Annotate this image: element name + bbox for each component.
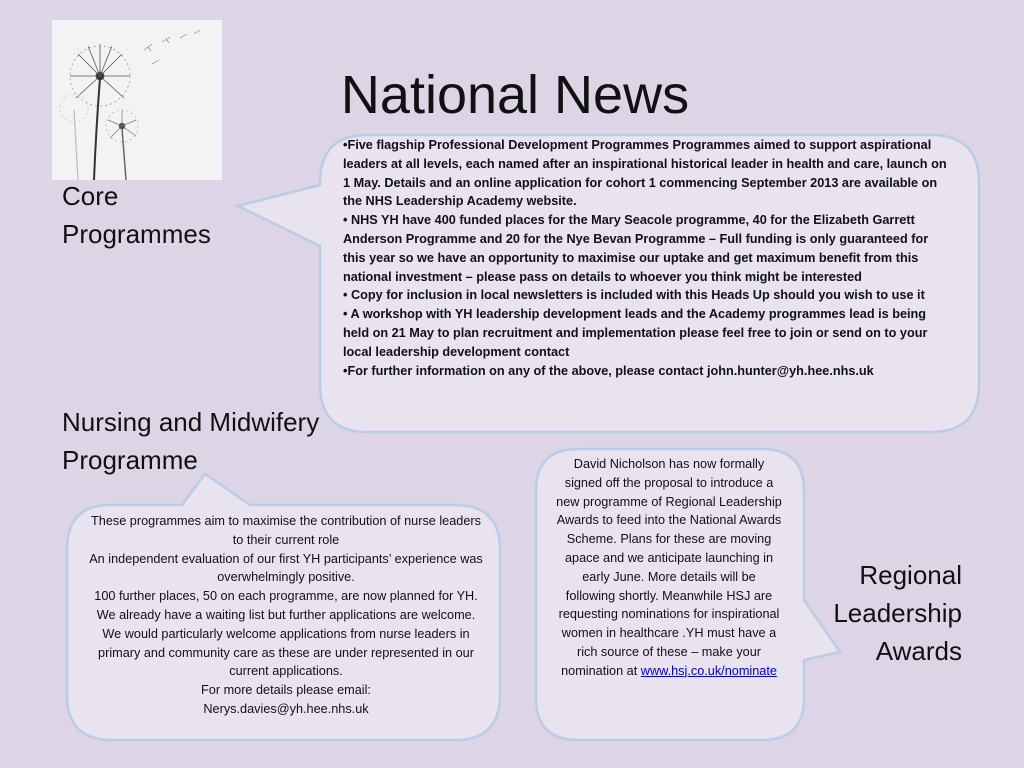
regional-leadership-label: Regional Leadership Awards xyxy=(833,560,962,666)
nursing-paragraph: We would particularly welcome applications from nurse leaders in primary and community care as these are under represented in our current applications. xyxy=(98,626,474,679)
core-programmes-label: Core Programmes xyxy=(62,181,211,249)
nursing-paragraph: 100 further places, 50 on each programme, are now planned for YH. We already have a waiting list but further applications are welcome. xyxy=(94,589,478,622)
regional-paragraph: David Nicholson has now formally signed off the proposal to introduce a new programme of Regional Leadership Awards to feed into the National Awards Scheme. Plans for these are moving apace and we anticipate launching in early June. More details will be following shortly. Meanwhile HSJ are requesting nominations for inspirational women in healthcare .YH must have a rich source of these – make your nomination at xyxy=(556,457,782,678)
regional-awards-text xyxy=(556,455,782,681)
page-title: National News xyxy=(340,65,690,125)
core-bullet: •Five flagship Professional Development Programmes Programmes aimed to support aspirational leaders at all levels, each named after an inspirational historical leader in health and care, launch on 1 May. Details and an online application for cohort 1 commencing September 2013 are available on the NHS Leadership Academy website. xyxy=(343,138,947,209)
core-bullet: • Copy for inclusion in local newsletters is included with this Heads Up should you wish to use it xyxy=(343,288,925,303)
nursing-paragraph: These programmes aim to maximise the contribution of nurse leaders to their current role xyxy=(91,514,481,547)
nursing-email: Nerys.davies@yh.hee.nhs.uk xyxy=(203,701,369,716)
core-bullet: • NHS YH have 400 funded places for the Mary Seacole programme, 40 for the Elizabeth Garrett Anderson Programme and 20 for the Nye Bevan Programme – Full funding is only guaranteed for this year so we have an opportunity to maximise our uptake and get maximum benefit from this national investment – please pass on details to whoever you think might be interested xyxy=(343,213,929,284)
core-programmes-text xyxy=(343,136,953,380)
nursing-paragraph: For more details please email: xyxy=(201,683,371,698)
nursing-paragraph: An independent evaluation of our first YH participants’ experience was overwhelmingly positive. xyxy=(89,551,483,585)
core-bullet: • A workshop with YH leadership development leads and the Academy programmes lead is being held on 21 May to plan recruitment and implementation please feel free to join or send on to your local leadership development contact xyxy=(343,307,928,359)
nursing-midwifery-label: Nursing and Midwifery Programme xyxy=(62,407,320,475)
nursing-programme-text xyxy=(86,512,486,719)
core-bullet: •For further information on any of the above, please contact john.hunter@yh.hee.nhs.uk xyxy=(343,363,874,378)
nominate-link[interactable]: www.hsj.co.uk/nominate xyxy=(640,663,777,678)
